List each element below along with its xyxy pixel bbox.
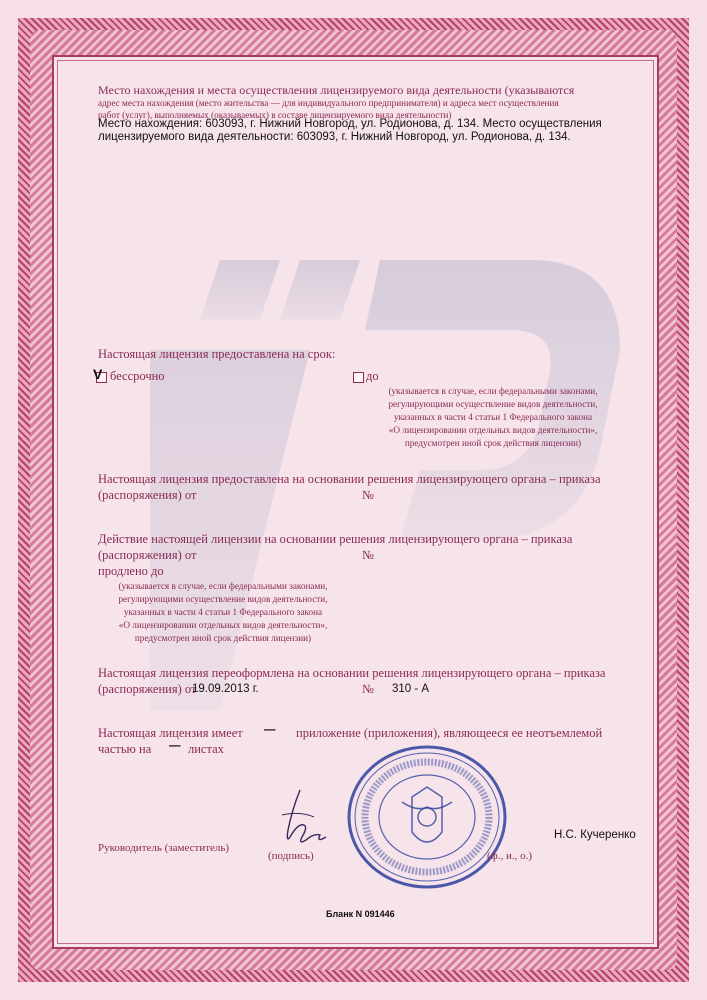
signature-caption: (подпись) xyxy=(268,850,314,862)
extension-note: «О лицензировании отдельных видов деятельности», xyxy=(118,620,328,630)
term-note: (указывается в случае, если федеральными законами, xyxy=(388,386,598,396)
header-title-line: Место нахождения и места осуществления лицензируемого вида деятельности (указываются xyxy=(98,83,575,97)
appendix-sheets-line: листах xyxy=(188,742,224,756)
check-mark: V xyxy=(93,366,103,382)
appendix-sheets-line: частью на xyxy=(98,742,152,756)
unlimited-label: бессрочно xyxy=(110,369,165,383)
appendix-count: — xyxy=(264,724,276,736)
extension-note: предусмотрен иной срок действия лицензии) xyxy=(134,633,312,643)
term-note: «О лицензировании отдельных видов деятельности», xyxy=(388,425,598,435)
reissue-date: 19.09.2013 г. xyxy=(192,683,259,695)
director-role-label: Руководитель (заместитель) xyxy=(98,842,230,854)
header-hint-line: адрес места нахождения (место жительства — для индивидуального предпринимателя) и адреса мест осуществления xyxy=(98,98,559,108)
extension-note: регулирующими осуществление видов деятельности, xyxy=(118,594,328,604)
until-checkbox xyxy=(353,372,364,383)
address-value: Место нахождения: 603093, г. Нижний Новгород, ул. Родионова, д. 134. Место осуществления xyxy=(98,118,602,130)
director-name: Н.С. Кучеренко xyxy=(554,829,636,841)
extension-number-label: № xyxy=(362,548,374,562)
term-note: указанных в части 4 статьи 1 Федерального закона xyxy=(393,412,593,422)
appendix-line: приложение (приложения), являющееся ее неотъемлемой xyxy=(296,726,603,740)
extension-note: (указывается в случае, если федеральными законами, xyxy=(118,581,328,591)
basis-line: Настоящая лицензия предоставлена на основании решения лицензирующего органа – приказа xyxy=(98,472,601,486)
extension-until-label: продлено до xyxy=(98,564,164,578)
appendix-line: Настоящая лицензия имеет xyxy=(98,726,243,740)
basis-number-label: № xyxy=(362,488,374,502)
reissue-line: Настоящая лицензия переоформлена на основании решения лицензирующего органа – приказа xyxy=(98,666,606,680)
header-hint-line: работ (услуг), выполняемых (оказываемых) в составе лицензируемого вида деятельности) xyxy=(98,110,452,120)
fio-caption: (ф., и., о.) xyxy=(487,850,533,862)
extension-note: указанных в части 4 статьи 1 Федерального закона xyxy=(123,607,323,617)
term-label: Настоящая лицензия предоставлена на срок: xyxy=(98,347,336,361)
basis-order-from: (распоряжения) от xyxy=(98,488,197,502)
reissue-order-from: (распоряжения) от xyxy=(98,682,197,696)
address-value: лицензируемого вида деятельности: 603093, г. Нижний Новгород, ул. Родионова, д. 134. xyxy=(98,131,571,143)
official-seal xyxy=(342,742,512,892)
handwritten-signature xyxy=(270,785,330,855)
until-label: до xyxy=(366,369,379,383)
reissue-number: 310 - А xyxy=(392,683,430,695)
term-note: предусмотрен иной срок действия лицензии) xyxy=(404,438,582,448)
extension-order-from: (распоряжения) от xyxy=(98,548,197,562)
reissue-number-label: № xyxy=(362,682,374,696)
appendix-sheets-count: — xyxy=(169,740,181,752)
blank-number: Бланк N 091446 xyxy=(326,909,395,919)
term-note: регулирующими осуществление видов деятельности, xyxy=(388,399,598,409)
extension-line: Действие настоящей лицензии на основании решения лицензирующего органа – приказа xyxy=(98,532,573,546)
